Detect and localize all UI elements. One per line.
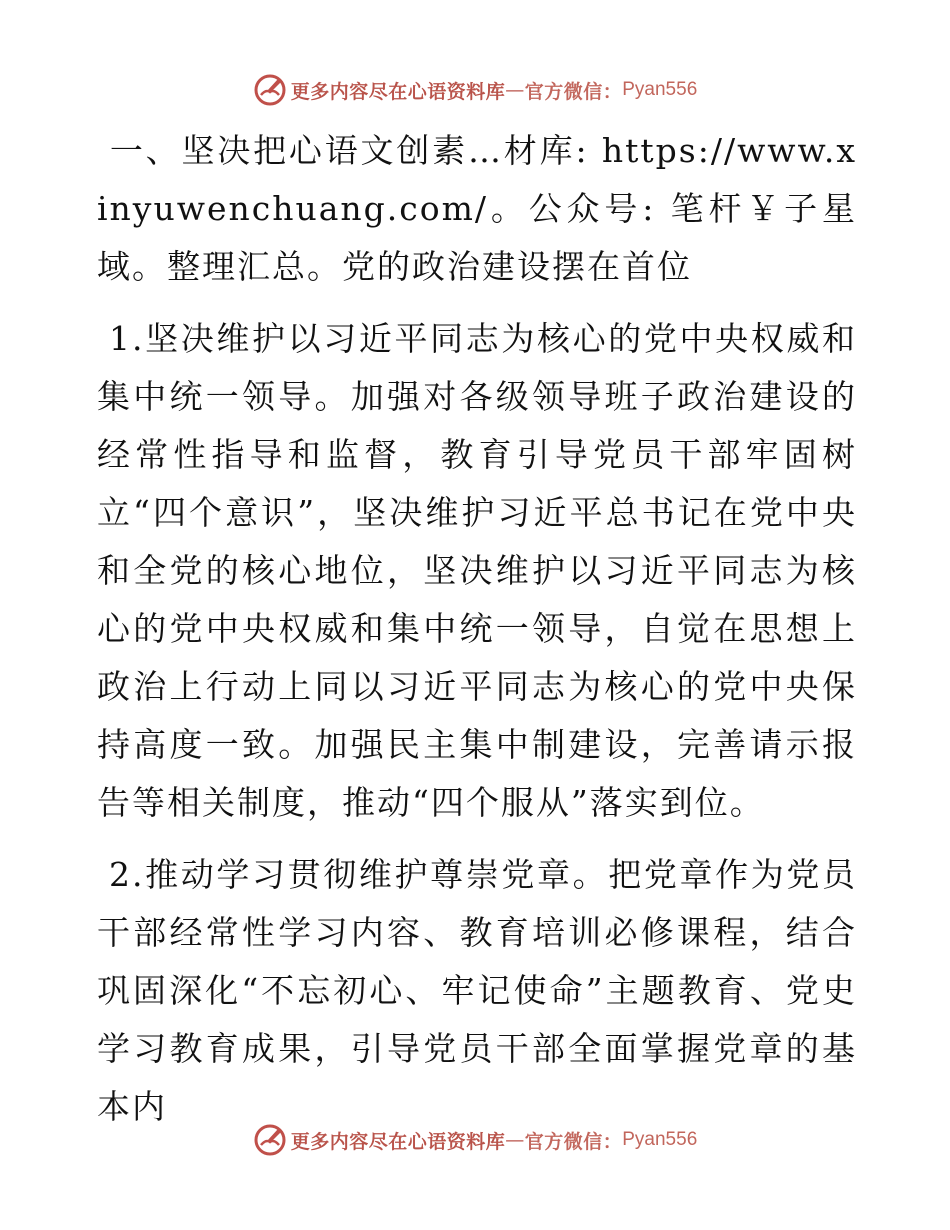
header-banner: [0, 70, 950, 110]
banner-main-text: 更多内容尽在心语资料库: [290, 80, 506, 103]
document-body: [97, 122, 857, 1150]
banner-separator: —: [505, 1129, 525, 1151]
paragraph-2: [97, 310, 857, 832]
banner-official-text: 官方微信：: [524, 1130, 623, 1153]
banner-handle: Pyan556: [622, 1129, 698, 1150]
paragraph-3-text: 2.推动学习贯彻维护尊崇党章。把党章作为党员干部经常性学习内容、教育培训必修课程，结合巩固深化“不忘初心、牢记使命”主题教育、党史学习教育成果，引导党员干部全面掌握党章的基本内: [97, 855, 857, 1126]
banner-separator: —: [505, 79, 525, 101]
book-pen-logo-icon: [253, 1123, 287, 1157]
paragraph-1: [97, 122, 857, 296]
paragraph-2-text: 1.坚决维护以习近平同志为核心的党中央权威和集中统一领导。加强对各级领导班子政治建设的经常性指导和监督，教育引导党员干部牢固树立“四个意识”，坚决维护习近平总书记在党中央和全党的核心地位，坚决维护以习近平同志为核心的党中央权威和集中统一领导，自觉在思想上政治上行动上同以习近平同志为核心的党中央保持高度一致。加强民主集中制建设，完善请示报告等相关制度，推动“四个服从”落实到位。: [97, 319, 857, 822]
paragraph-1-text: 一、坚决把心语文创素…材库: https://www.xinyuwenchuang.com/。公众号: 笔杆￥子星域。整理汇总。党的政治建设摆在首位: [97, 131, 857, 286]
banner-handle: Pyan556: [622, 79, 698, 100]
banner-official-text: 官方微信：: [524, 80, 623, 103]
banner-main-text: 更多内容尽在心语资料库: [290, 1130, 506, 1153]
footer-banner: [0, 1120, 950, 1160]
paragraph-3: [97, 846, 857, 1136]
book-pen-logo-icon: [253, 73, 287, 107]
